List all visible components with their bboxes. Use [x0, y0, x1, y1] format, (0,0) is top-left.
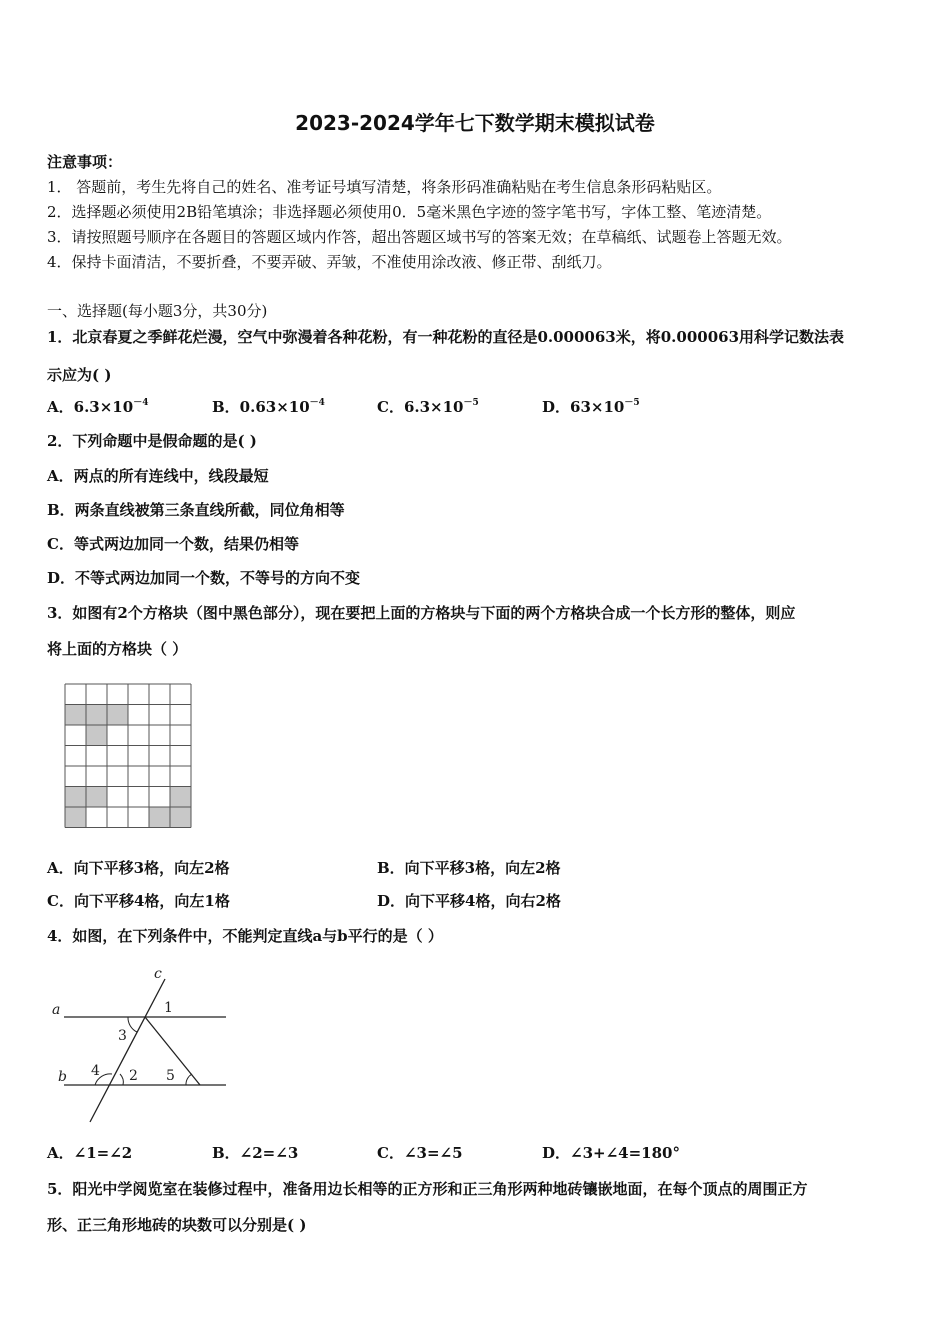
q4-parallel-lines-figure: [40, 962, 240, 1128]
q4-option-a: A．∠1=∠2: [47, 1144, 133, 1162]
q1-option-b: B．$0.63\times 10^{-4}$: [212, 398, 325, 416]
q4-option-b: B．∠2=∠3: [212, 1144, 299, 1162]
q2-option-a: A．两点的所有连线中，线段最短: [47, 467, 269, 485]
notice-heading: 注意事项：: [47, 153, 123, 171]
notice-item-2: 2．选择题必须使用2B铅笔填涂；非选择题必须使用0．5毫米黑色字迹的签字笔书写，字体工整、笔迹清楚。: [47, 203, 772, 221]
q3-option-c: C．向下平移4格，向左1格: [47, 892, 230, 910]
q5-stem-line1: 5．阳光中学阅览室在装修过程中，准备用边长相等的正方形和正三角形两种地砖镶嵌地面，在每个顶点的周围正方: [47, 1180, 808, 1198]
notice-item-3: 3．请按照题号顺序在各题目的答题区域内作答，超出答题区域书写的答案无效；在草稿纸、试题卷上答题无效。: [47, 228, 792, 246]
q1-option-c: C．$6.3\times 10^{-5}$: [377, 398, 479, 416]
section-heading: 一、选择题(每小题3分，共30分): [47, 302, 268, 320]
q3-option-b: B．向下平移3格，向左2格: [377, 859, 561, 877]
q2-option-b: B．两条直线被第三条直线所截，同位角相等: [47, 501, 345, 519]
q3-option-a: A．向下平移3格，向左2格: [47, 859, 230, 877]
q1-stem-line2: 示应为( ): [47, 366, 112, 384]
q3-stem-line2: 将上面的方格块（ ）: [47, 640, 188, 658]
label-b: b: [58, 1069, 67, 1085]
notice-item-1: 1． 答题前，考生先将自己的姓名、准考证号填写清楚，将条形码准确粘贴在考生信息条形码粘贴区。: [47, 178, 722, 196]
q2-option-c: C．等式两边加同一个数，结果仍相等: [47, 535, 299, 553]
q1-stem-line1: 1．北京春夏之季鲜花烂漫，空气中弥漫着各种花粉，有一种花粉的直径是0.000063米，将0.000063用科学记数法表: [47, 328, 845, 346]
q3-stem-line1: 3．如图有2个方格块（图中黑色部分），现在要把上面的方格块与下面的两个方格块合成一个长方形的整体，则应: [47, 604, 796, 622]
q5-stem-line2: 形、正三角形地砖的块数可以分别是( ): [47, 1216, 307, 1234]
angle-label-2: 2: [129, 1068, 138, 1084]
q4-stem: 4．如图，在下列条件中，不能判定直线a与b平行的是（ ）: [47, 927, 443, 945]
q1-option-a: A．$6.3\times 10^{-4}$: [47, 398, 149, 416]
angle-label-1: 1: [164, 1000, 173, 1016]
angle-label-3: 3: [118, 1028, 127, 1044]
q4-option-d: D．∠3+∠4=180°: [542, 1144, 680, 1162]
page-title: 2023-2024学年七下数学期末模拟试卷: [295, 111, 655, 135]
notice-item-4: 4．保持卡面清洁，不要折叠，不要弄破、弄皱，不准使用涂改液、修正带、刮纸刀。: [47, 253, 612, 271]
label-a: a: [52, 1002, 61, 1018]
q2-stem: 2．下列命题中是假命题的是( ): [47, 432, 257, 450]
q1-option-d: D．$63\times 10^{-5}$: [542, 398, 640, 416]
angle-label-5: 5: [166, 1068, 175, 1084]
angle-label-4: 4: [91, 1063, 100, 1079]
q3-grid-figure: [64, 683, 192, 833]
q2-option-d: D．不等式两边加同一个数，不等号的方向不变: [47, 569, 361, 587]
q4-option-c: C．∠3=∠5: [377, 1144, 463, 1162]
q3-option-d: D．向下平移4格，向右2格: [377, 892, 561, 910]
label-c: c: [154, 966, 162, 982]
